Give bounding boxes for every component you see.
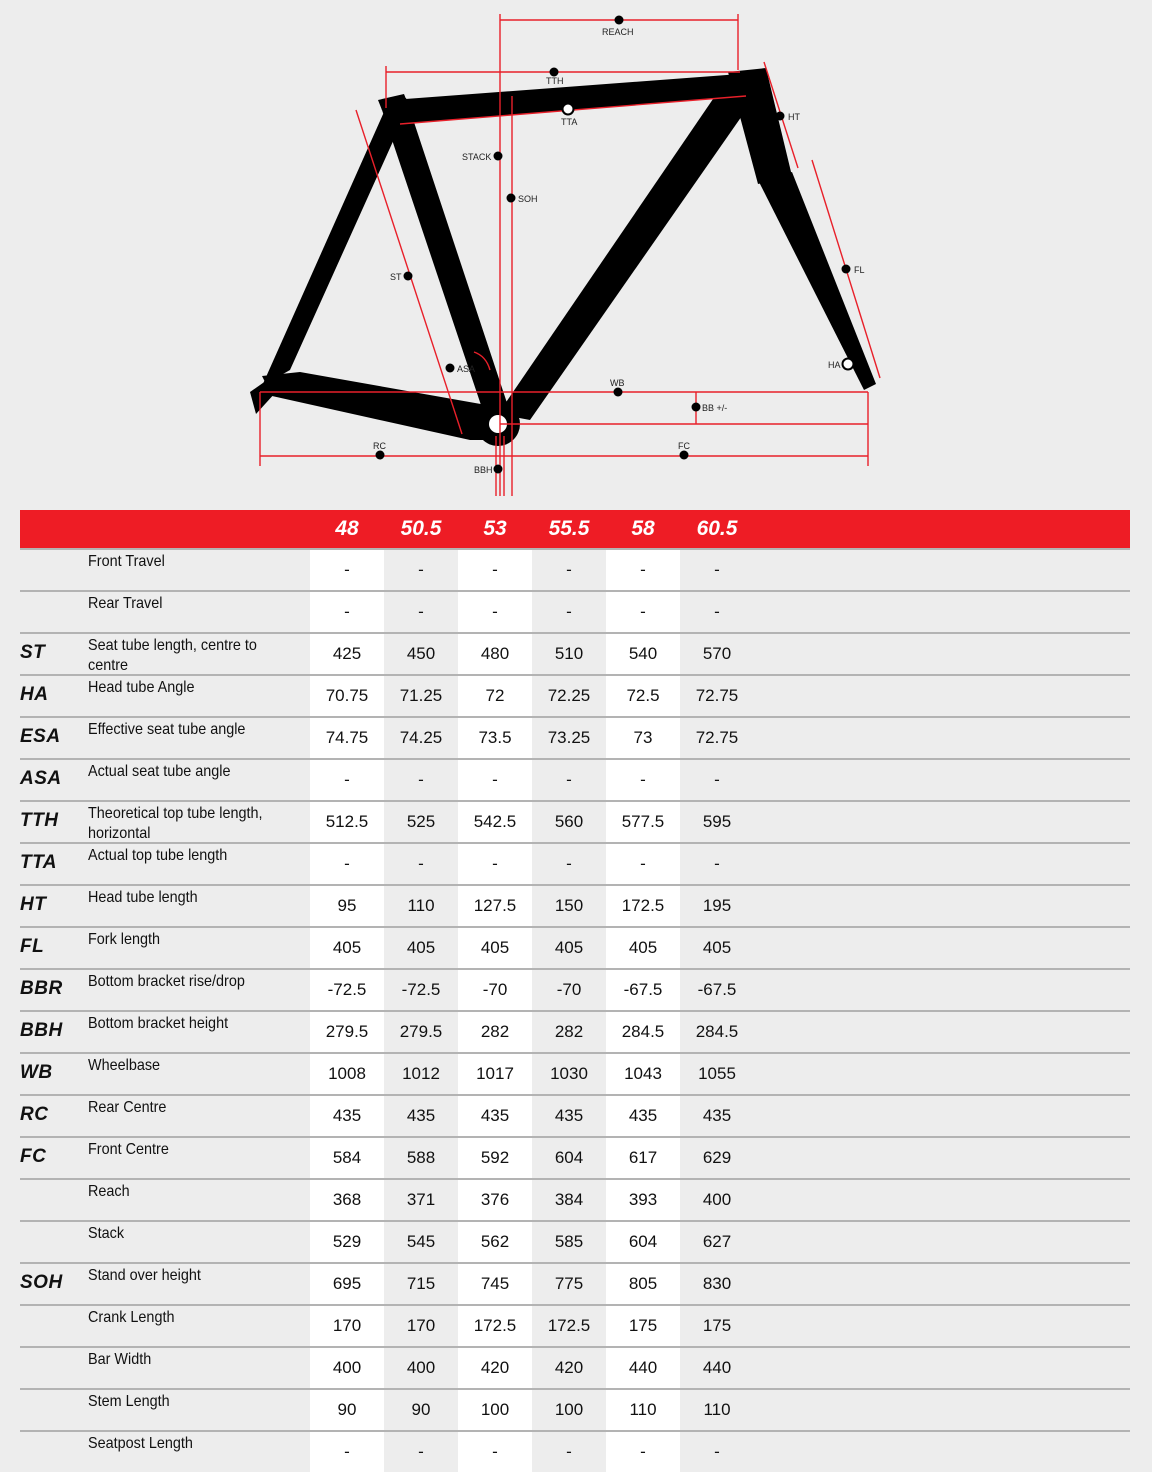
value-cell: 74.75 (310, 718, 384, 758)
value-cell: 127.5 (458, 886, 532, 926)
table-row (20, 1388, 1130, 1430)
value-cell: -72.5 (401, 980, 441, 999)
value-cell: 73 (606, 718, 680, 758)
fc-label: FC (678, 441, 690, 451)
value-cell: - (458, 1432, 532, 1472)
value-cell: - (310, 1432, 384, 1472)
value-cell: 90 (310, 1390, 384, 1430)
value-cell: -67.5 (606, 970, 680, 1010)
row-abbreviation: BBH (20, 1020, 63, 1041)
value-cell: 405 (606, 928, 680, 968)
value-cell: - (310, 592, 384, 632)
value-cell: 405 (702, 938, 732, 957)
value-cell: 175 (702, 1316, 732, 1335)
value-cell: 604 (554, 1148, 584, 1167)
table-row (20, 1346, 1130, 1388)
rc-label: RC (373, 441, 386, 451)
row-abbreviation: TTH (20, 810, 59, 831)
value-cell: 400 (310, 1348, 384, 1388)
row-abbreviation: TTA (20, 852, 58, 873)
value-cell: -72.5 (310, 970, 384, 1010)
value-cell: 72.75 (695, 728, 739, 747)
value-cell: 540 (606, 634, 680, 674)
row-label: Stand over height (88, 1267, 201, 1284)
value-cell: 420 (458, 1348, 532, 1388)
value-cell: 525 (406, 812, 436, 831)
value-cell: 1043 (606, 1054, 680, 1094)
tta-label: TTA (561, 117, 578, 127)
value-cell: 1012 (402, 1064, 440, 1083)
value-cell: - (606, 592, 680, 632)
value-cell: 585 (554, 1232, 584, 1251)
wb-label: WB (610, 378, 625, 388)
row-abbreviation: ESA (20, 726, 61, 747)
value-cell: 110 (407, 896, 435, 915)
value-cell: 100 (554, 1400, 584, 1419)
value-cell: 282 (458, 1012, 532, 1052)
st-label: ST (390, 272, 402, 282)
row-label: Rear Travel (88, 595, 163, 612)
table-row (20, 590, 1130, 632)
row-label: Wheelbase (88, 1057, 161, 1074)
value-cell: 100 (458, 1390, 532, 1430)
value-cell: - (418, 854, 424, 873)
value-cell: 282 (554, 1022, 584, 1041)
value-cell: 435 (458, 1096, 532, 1136)
table-row (20, 1052, 1130, 1094)
value-cell: 592 (458, 1138, 532, 1178)
table-row (20, 674, 1130, 716)
size-header-cell: 58 (631, 517, 655, 540)
value-cell: 450 (406, 644, 436, 663)
row-label: Fork length (88, 931, 161, 948)
value-cell: 284.5 (695, 1022, 739, 1041)
value-cell: 400 (702, 1190, 732, 1209)
ha-label: HA (828, 360, 841, 370)
value-cell: 745 (458, 1264, 532, 1304)
table-row (20, 1220, 1130, 1262)
value-cell: 90 (411, 1400, 431, 1419)
table-row (20, 1262, 1130, 1304)
value-cell: 74.25 (399, 728, 443, 747)
value-cell: 584 (310, 1138, 384, 1178)
value-cell: 1017 (458, 1054, 532, 1094)
size-header-cell: 55.5 (548, 517, 590, 540)
value-cell: 545 (406, 1232, 436, 1251)
value-cell: 512.5 (310, 802, 384, 842)
value-cell: - (310, 844, 384, 884)
value-cell: - (714, 1442, 720, 1461)
row-abbreviation: HT (20, 894, 47, 915)
value-cell: - (310, 760, 384, 800)
tth-label: TTH (546, 76, 564, 86)
value-cell: - (606, 550, 680, 590)
size-header-cell: 48 (335, 517, 359, 540)
value-cell: 170 (406, 1316, 436, 1335)
value-cell: - (458, 844, 532, 884)
value-cell: 72 (458, 676, 532, 716)
value-cell: 775 (554, 1274, 584, 1293)
value-cell: 172.5 (458, 1306, 532, 1346)
table-row (20, 632, 1130, 674)
table-body (20, 548, 1130, 1472)
row-label: Head tube length (88, 889, 198, 906)
value-cell: 617 (606, 1138, 680, 1178)
value-cell: 405 (310, 928, 384, 968)
value-cell: 510 (554, 644, 584, 663)
value-cell: 95 (310, 886, 384, 926)
value-cell: - (566, 770, 572, 789)
value-cell: 70.75 (310, 676, 384, 716)
value-cell: 440 (702, 1358, 732, 1377)
value-cell: 110 (606, 1390, 680, 1430)
value-cell: - (606, 760, 680, 800)
value-cell: 562 (458, 1222, 532, 1262)
value-cell: - (458, 592, 532, 632)
row-label: Actual top tube length (88, 847, 228, 864)
value-cell: 376 (458, 1180, 532, 1220)
value-cell: 529 (310, 1222, 384, 1262)
value-cell: 480 (458, 634, 532, 674)
size-header-cell: 60.5 (696, 517, 738, 540)
value-cell: 425 (310, 634, 384, 674)
value-cell: 384 (554, 1190, 584, 1209)
row-abbreviation: RC (20, 1104, 49, 1125)
value-cell: 627 (702, 1232, 732, 1251)
soh-label: SOH (518, 194, 538, 204)
row-label: Theoretical top tube length, horizontal (88, 805, 263, 842)
value-cell: 588 (406, 1148, 436, 1167)
value-cell: 279.5 (399, 1022, 443, 1041)
value-cell: -70 (458, 970, 532, 1010)
row-label: Effective seat tube angle (88, 721, 246, 738)
row-abbreviation: BBR (20, 978, 63, 999)
asa-label: ASA (457, 364, 476, 374)
table-row (20, 1136, 1130, 1178)
value-cell: 420 (554, 1358, 584, 1377)
frame-geometry-diagram (0, 0, 1152, 500)
value-cell: 570 (702, 644, 732, 663)
value-cell: 604 (606, 1222, 680, 1262)
value-cell: - (310, 550, 384, 590)
row-label: Front Centre (88, 1141, 169, 1158)
value-cell: 405 (554, 938, 584, 957)
row-label: Seatpost Length (88, 1435, 193, 1452)
value-cell: 695 (310, 1264, 384, 1304)
value-cell: 170 (310, 1306, 384, 1346)
table-row (20, 1178, 1130, 1220)
value-cell: 560 (554, 812, 584, 831)
value-cell: 435 (554, 1106, 584, 1125)
table-row (20, 716, 1130, 758)
ht-label: HT (788, 112, 800, 122)
fl-label: FL (854, 265, 865, 275)
geometry-table (20, 510, 1130, 1472)
row-label: Stack (88, 1225, 125, 1242)
table-row (20, 968, 1130, 1010)
value-cell: - (714, 560, 720, 579)
value-cell: - (458, 760, 532, 800)
reach-label: REACH (602, 27, 634, 37)
value-cell: - (418, 560, 424, 579)
value-cell: 73.25 (547, 728, 591, 747)
table-row (20, 1430, 1130, 1472)
table-row (20, 842, 1130, 884)
value-cell: 110 (703, 1400, 731, 1419)
value-cell: 629 (702, 1148, 732, 1167)
row-label: Rear Centre (88, 1099, 167, 1116)
table-row (20, 1094, 1130, 1136)
value-cell: -70 (556, 980, 582, 999)
value-cell: - (566, 854, 572, 873)
value-cell: - (458, 550, 532, 590)
row-abbreviation: ST (20, 642, 46, 663)
value-cell: 440 (606, 1348, 680, 1388)
row-label: Actual seat tube angle (88, 763, 231, 780)
value-cell: - (418, 602, 424, 621)
value-cell: - (418, 770, 424, 789)
value-cell: - (714, 602, 720, 621)
row-abbreviation: FC (20, 1146, 47, 1167)
table-row (20, 800, 1130, 842)
value-cell: 405 (458, 928, 532, 968)
value-cell: 577.5 (606, 802, 680, 842)
value-cell: 595 (702, 812, 732, 831)
table-row (20, 548, 1130, 590)
size-header-row (20, 510, 1130, 548)
value-cell: 195 (702, 896, 732, 915)
row-abbreviation: WB (20, 1062, 53, 1083)
value-cell: 1055 (698, 1064, 736, 1083)
value-cell: 172.5 (547, 1316, 591, 1335)
value-cell: - (606, 844, 680, 884)
value-cell: - (606, 1432, 680, 1472)
value-cell: 435 (310, 1096, 384, 1136)
value-cell: 435 (702, 1106, 732, 1125)
value-cell: 393 (606, 1180, 680, 1220)
value-cell: 172.5 (606, 886, 680, 926)
value-cell: 400 (406, 1358, 436, 1377)
row-abbreviation: HA (20, 684, 49, 705)
value-cell: 175 (606, 1306, 680, 1346)
row-abbreviation: SOH (20, 1272, 63, 1293)
row-label: Bottom bracket rise/drop (88, 973, 245, 990)
value-cell: 715 (406, 1274, 436, 1293)
value-cell: 805 (606, 1264, 680, 1304)
row-label: Head tube Angle (88, 679, 195, 696)
bb-label: BB +/- (702, 403, 728, 413)
stack-label: STACK (462, 152, 492, 162)
value-cell: - (566, 560, 572, 579)
row-abbreviation: ASA (20, 768, 62, 789)
row-label: Crank Length (88, 1309, 175, 1326)
value-cell: 1030 (550, 1064, 588, 1083)
row-label: Stem Length (88, 1393, 170, 1410)
table-row (20, 758, 1130, 800)
value-cell: 830 (702, 1274, 732, 1293)
value-cell: - (714, 770, 720, 789)
row-label: Seat tube length, centre to centre (88, 637, 257, 674)
value-cell: 405 (406, 938, 436, 957)
size-header-cell: 53 (483, 517, 507, 540)
value-cell: 73.5 (458, 718, 532, 758)
value-cell: 542.5 (458, 802, 532, 842)
value-cell: - (418, 1442, 424, 1461)
value-cell: - (714, 854, 720, 873)
table-row (20, 1010, 1130, 1052)
value-cell: 72.75 (695, 686, 739, 705)
value-cell: 435 (406, 1106, 436, 1125)
value-cell: 371 (406, 1190, 436, 1209)
value-cell: 435 (606, 1096, 680, 1136)
value-cell: 368 (310, 1180, 384, 1220)
value-cell: 279.5 (310, 1012, 384, 1052)
row-label: Bottom bracket height (88, 1015, 229, 1032)
value-cell: 72.25 (547, 686, 591, 705)
dimension-lines (260, 14, 880, 496)
bbh-label: BBH (474, 465, 493, 475)
row-label: Front Travel (88, 553, 165, 570)
value-cell: 1008 (310, 1054, 384, 1094)
value-cell: -67.5 (697, 980, 737, 999)
row-label: Reach (88, 1183, 130, 1200)
value-cell: - (566, 1442, 572, 1461)
table-row (20, 926, 1130, 968)
table-row (20, 1304, 1130, 1346)
value-cell: 72.5 (606, 676, 680, 716)
value-cell: - (566, 602, 572, 621)
table-row (20, 884, 1130, 926)
value-cell: 284.5 (606, 1012, 680, 1052)
size-header-cell: 50.5 (400, 517, 442, 540)
value-cell: 71.25 (399, 686, 443, 705)
row-abbreviation: FL (20, 936, 45, 957)
value-cell: 150 (554, 896, 584, 915)
row-label: Bar Width (88, 1351, 152, 1368)
